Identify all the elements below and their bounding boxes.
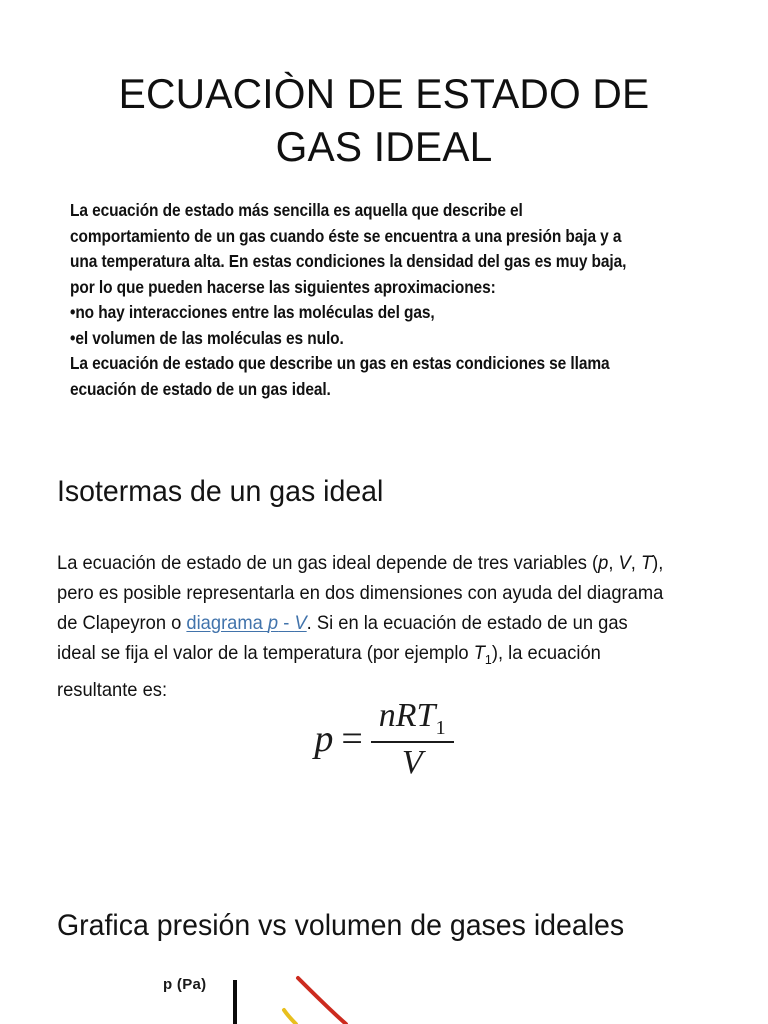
- variable-T1: T: [473, 642, 485, 664]
- intro-text-block: [70, 198, 646, 402]
- pv-chart-partial: [0, 960, 768, 1024]
- diagrama-pv-link[interactable]: [186, 612, 306, 634]
- isotermas-text-part-1: La ecuación de estado de un gas ideal depende de tres variables (: [57, 552, 599, 574]
- numerator-text: nRT: [378, 697, 436, 734]
- equation-denominator: V: [401, 744, 423, 782]
- link-dash: -: [278, 612, 295, 634]
- isotherm-curve-yellow: [284, 1010, 296, 1024]
- isotherm-curve-red: [298, 978, 346, 1024]
- isotermas-paragraph: [57, 548, 668, 705]
- intro-paragraph: [70, 198, 646, 300]
- link-variable-p: p: [267, 612, 279, 634]
- list-item: •no hay interacciones entre las moléculas del gas,: [70, 302, 435, 322]
- isotermas-text-part-4: ), la ecuación resultante es:: [57, 642, 601, 701]
- intro-bold-phrase-1: una presión baja y a una temperatura alta: [70, 225, 622, 271]
- equation-block: [0, 698, 768, 781]
- variable-T1-subscript: 1: [484, 651, 492, 667]
- list-item: •el volumen de las moléculas es nulo.: [70, 327, 344, 348]
- separator-comma-2: ,: [630, 552, 641, 574]
- equation-inline: [314, 698, 453, 781]
- section-heading-isotermas: Isotermas de un gas ideal: [57, 475, 384, 508]
- section-heading-grafica: Grafica presión vs volumen de gases ideales: [57, 909, 625, 942]
- separator-comma-1: ,: [608, 552, 619, 574]
- isotermas-text-block: [57, 548, 668, 705]
- page-title: ECUACIÒN DE ESTADO DE GAS IDEAL: [118, 70, 650, 170]
- intro-text-part-2: . En estas condiciones la densidad del gas es muy baja, por lo que pueden hacerse las siguientes aproximaciones:: [70, 251, 627, 297]
- intro-text-part-1: La ecuación de estado más sencilla es aquella que describe el comportamiento de un gas cuando éste se encuentra a: [70, 200, 523, 246]
- variable-T: T: [640, 552, 653, 574]
- isotermas-text-part-3: . Si en la ecuación de estado de un gas ideal se fija el valor de la temperatura (por ejemplo: [57, 612, 628, 664]
- chart-y-axis-line: [233, 980, 237, 1024]
- variable-V: V: [618, 552, 631, 574]
- equation-numerator: [371, 698, 454, 741]
- pv-chart-curves: [0, 960, 768, 1024]
- closing-text-part-1: La ecuación de estado que describe un gas en estas condiciones se llama: [70, 353, 610, 373]
- numerator-subscript: 1: [435, 716, 446, 739]
- closing-text-part-2: .: [326, 378, 331, 399]
- closing-bold-phrase: ecuación de estado de un gas ideal: [70, 378, 327, 399]
- link-label: diagrama: [186, 612, 268, 634]
- equation-lhs: p: [314, 718, 334, 761]
- intro-closing-paragraph: [70, 351, 646, 402]
- link-variable-V: V: [294, 612, 307, 634]
- isotermas-text-part-2: ), pero es posible representarla en dos dimensiones con ayuda del diagrama de Clapeyron o: [57, 552, 664, 634]
- chart-y-axis-label: p (Pa): [163, 976, 207, 993]
- variable-p: p: [598, 552, 609, 574]
- equation-equals-sign: =: [341, 718, 363, 761]
- equation-fraction: [371, 698, 454, 781]
